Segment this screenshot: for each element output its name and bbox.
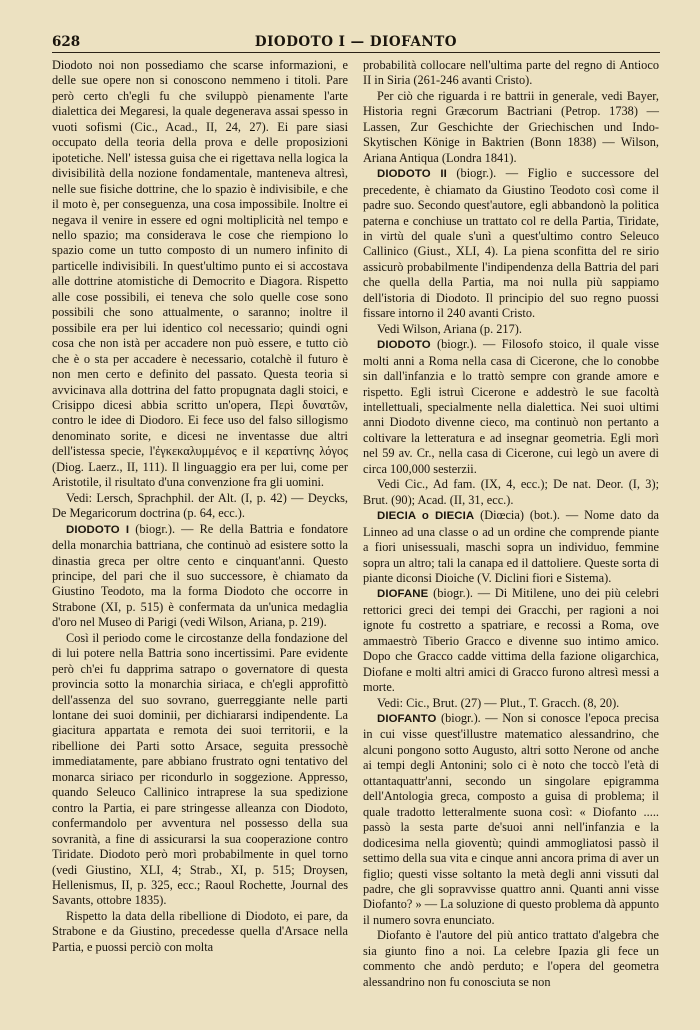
entry-headword: DIOFANE — [377, 588, 429, 601]
paragraph: Vedi: Cic., Brut. (27) — Plut., T. Gracch. (8, 20). — [377, 695, 620, 710]
left-column — [52, 58, 348, 990]
paragraph: Vedi: Lersch, Sprachphil. der Alt. (I, p. 42) — Deycks, De Megaricorum doctrina (p. 64, ecc.). — [52, 490, 348, 521]
paragraph: Diofanto è l'autore del più antico trattato d'algebra che sia giunto fino a noi. La celebre Ipazia gli fece un commento che andò perduto; e l'opera del geometra alessandrino non fu conosciuta se non — [363, 928, 659, 989]
right-column — [363, 58, 659, 990]
paragraph: Rispetto la data della ribellione di Diodoto, ei pare, da Strabone e da Giustino, precedesse quella d'Arsace nella Partia, e puossi perciò con molta — [52, 908, 348, 954]
entry-diodoto: DIODOTO (biogr.). — Filosofo stoico, il quale visse molti anni a Roma nella casa di Cicerone, che lo conobbe sin dall'infanzia e lo trattò sempre con grande amore e rispetto. Egli istruì Cicerone e addestrò le sue facoltà intellettuali, specialmente nella dialettica. Nei suoi ultimi anni Diodoto divenne cieco, ma continuò non pertanto a coltivare la letteratura e ad insegnar geometria. Egli morì nel 59 av. Cr., nella casa di Cicerone, cui legò un avere di circa 100,000 sesterzii. — [363, 337, 659, 476]
paragraph: Vedi Wilson, Ariana (p. 217). — [377, 321, 522, 336]
entry-headword: DIODOTO — [377, 339, 431, 352]
text-columns — [52, 58, 660, 990]
entry-headword: DIODOTO II — [377, 168, 447, 181]
page-number: 628 — [52, 34, 81, 50]
entry-headword: DIOFANTO — [377, 713, 437, 726]
paragraph: Per ciò che riguarda i re battrii in generale, vedi Bayer, Historia regni Græcorum Bactriani (Petrop. 1738) — Lassen, Zur Geschichte der Griechischen und Indo-Skytischen Könige in Baktrien (Bonn 1838) — Wilson, Ariana Antiqua (Londra 1841). — [363, 88, 659, 165]
paragraph: probabilità collocare nell'ultima parte del regno di Antioco II in Siria (261-246 avanti Cristo). — [363, 58, 659, 88]
entry-diofanto: DIOFANTO (biogr.). — Non si conosce l'epoca precisa in cui visse quest'illustre matematico alessandrino, che alcuni pongono sotto Augusto, altri sotto Nerone od anche ai tempi degli Antonini; solo ci è noto che toccò l'età di ottantaquattr'anni, secondo un singolare epigramma dell'Antologia greca, composto a guisa di problema; il quale tradotto letteralmente suona così: « Diofanto ..... passò la sesta parte de'suoi anni nell'infanzia e la dodicesima nella gioventù; quindi ammogliatosi passò il settimo della sua vita e cinque anni ancora prima di aver un figlio; questi visse soltanto la metà degli anni vissuti dal padre, che gli sopravvisse quattro anni. Quanti anni visse Diofanto? » — La soluzione di questo problema dà appunto il numero sovra enunciato. — [363, 711, 659, 927]
entry-diodoto-ii: DIODOTO II (biogr.). — Figlio e successore del precedente, è chiamato da Giustino Teodoto così come il padre suo. Secondo quest'autore, egli abbandonò la politica paterna e conchiuse un trattato col re della Partia, Tiridate, in virtù del quale s'unì a quest'ultimo contro Seleuco Callinico (Giust., XLI, 4). La piena sconfitta del re sirio assicurò probabilmente l'indipendenza della Battria del pari che quella della Partia, ma noi nulla più sappiamo dell'istoria di Diodoto. Il principio del suo regno puossi fissare intorno il 240 avanti Cristo. — [363, 166, 659, 321]
entry-diofane: DIOFANE (biogr.). — Di Mitilene, uno dei più celebri rettorici greci dei tempi dei Gracchi, per ragioni a noi ignote fu costretto a spatriare, e recossi a Roma, ove ammaestrò Tiberio Gracco e divenne suo intimo amico. Dopo che Gracco cadde vittima della fazione oligarchica, Diofane e molti altri amici di Gracco furono altresì messi a morte. — [363, 586, 659, 695]
entry-diodoto-i: DIODOTO I (biogr.). — Re della Battria e fondatore della monarchia battriana, che continuò ad esistere sotto la dinastia greca per oltre cento e cinquant'anni. Questo principe, del pari che il suo successore, è chiamato da Giustino Teodoto, ma la forma Diodoto che occorre in Strabone (XI, p. 515) è confermata da un'unica medaglia d'oro nel Museo di Parigi (vedi Wilson, Ariana, p. 219). — [52, 521, 348, 630]
paragraph: Vedi Cic., Ad fam. (IX, 4, ecc.); De nat. Deor. (I, 3); Brut. (90); Acad. (II, 31, ecc.). — [363, 477, 659, 507]
entry-diecia: DIECIA o DIECIA (Diœcia) (bot.). — Nome dato da Linneo ad una classe o ad un ordine che comprende piante a fiori unisessuali, maschi sopra un individuo, femmine sopra un altro; tali la canapa ed il dattoliere. Queste sorta di piante diconsi Dioiche (V. Diclini fiori e Sistema). — [363, 508, 659, 585]
entry-headword: DIECIA o DIECIA — [377, 510, 475, 523]
page-header — [52, 32, 660, 53]
entry-headword: DIODOTO I — [66, 523, 130, 536]
paragraph: Diodoto noi non possediamo che scarse informazioni, e delle sue opere non si conoscono nemmeno i titoli. Pare però certo ch'egli fu che sviluppò pienamente l'arte dialettica dei Megaresi, la quale degenerava assai spesso in vuoti sofismi (Cic., Acad., II, 24, 27). Ei pare siasi occupato della teoria della prova e delle proposizioni ipotetiche. Nell' istessa guisa che ei rigettava nella logica la divisibilità della nozione fondamentale, manteneva altresì, nelle sue fisiche dottrine, che lo spazio è indivisibile, e che il moto è, per conseguenza, una cosa impossibile. Inoltre ei negava il venire in essere ed ogni moltiplicità nel tempo e nello spazio; ma considerava le cose che riempiono lo spazio come un tutto composto di un numero infinito di particelle indivisibili. In quest'ultimo punto ei si accostava alle dottrine atomistiche di Democrito e Diagora. Rispetto alle cose possibili, ei teneva che solo quelle cose sono possibili che sono attualmente, o saranno; inoltre il possibile era per lui identico col necessario; quindi ogni cosa che non istà per accadere non può essere, e tutto ciò che è o sta per accadere è necessario, cotalchè il futuro è non men certo e definito del passato. Questa teoria si avvicinava alla dottrina del fatto propugnata dagli stoici, e Crisippo dicesi abbia scritto un'opera, Περὶ δυνατῶν, contro le idee di Diodoro. Ei fece uso del falso sillogismo denominato sorite, e dicesi ne inventasse due altri dell'istessa specie, l'ἐγκεκαλυμμένος e il κερατίνης λόγος (Diog. Laerz., II, 111). Il linguaggio era per lui, come per Aristotile, il risultato d'una convenzione fra gli uomini. — [52, 58, 348, 490]
running-title: DIODOTO I — DIOFANTO — [254, 34, 458, 50]
paragraph: Così il periodo come le circostanze della fondazione del di lui potere nella Battria sono incertissimi. Pare evidente però ch'ei fu dapprima satrapo o governatore di questa provincia sotto la monarchia siriaca, e ch'egli approfittò dell'assenza del suo sovrano, guerreggiante nelle parti lontane dei suoi dominii, per dichiararsi indipendente. La giacitura appartata e remota dei suoi territorii, e la ribellione dei Parti sotto Arsace, seguita pressochè immediatamente, pare abbiano frustrato ogni tentativo del monarca siriaco per ricondurlo in soggezione. Appresso, quando Seleuco Callinico intraprese la sua spedizione contro la Partia, ei pare stringesse alleanza con Diodoto, confermandolo per avventura nel possesso della sua sovranità, a fine di assicurarsi la sua cooperazione contro Tiridate. Diodoto però morì probabilmente in quel torno (vedi Giustino, XLI, 4; Strab., XI, p. 515; Droysen, Hellenismus, II, p. 325, ecc.; Raoul Rochette, Journal des Savants, ottobre 1835). — [52, 630, 348, 908]
